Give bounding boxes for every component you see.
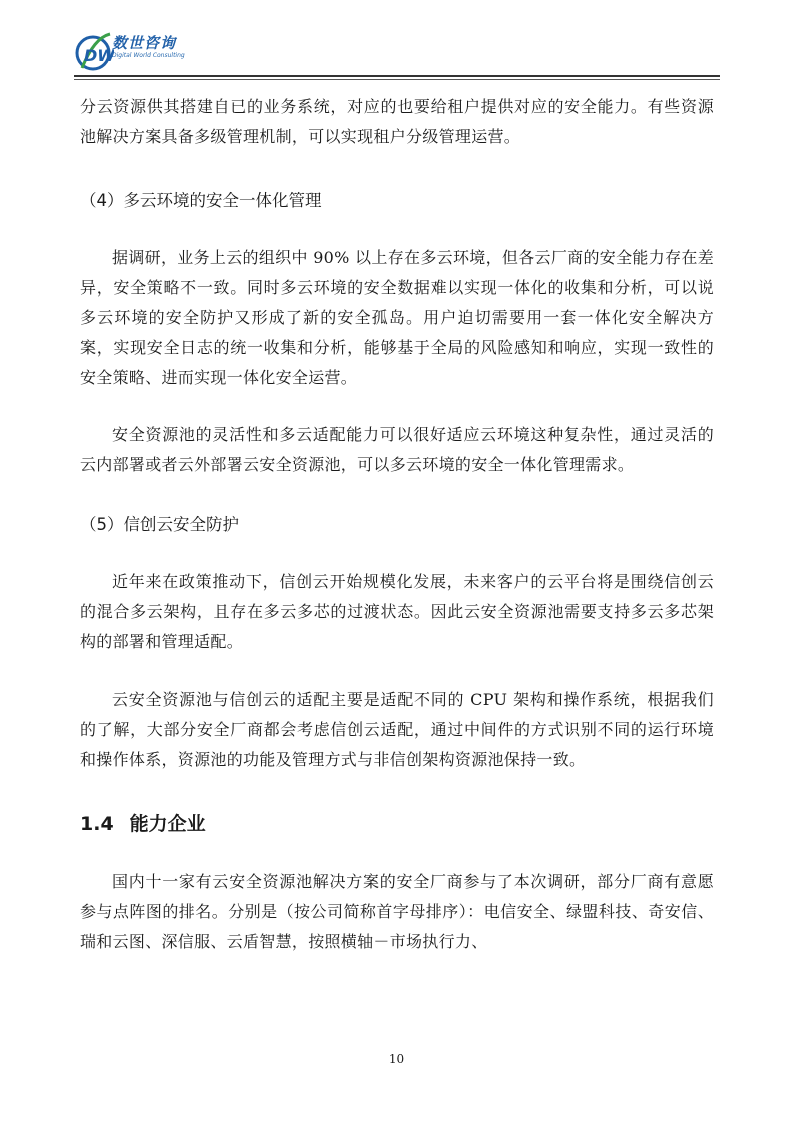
dw-logo-icon [74,28,114,74]
logo-chinese-name: 数世咨询 [112,34,177,52]
page-header [74,28,720,78]
section-heading-5: （5）信创云安全防护 [80,515,239,534]
logo-mark-text: DW [84,46,114,65]
paragraph-4: 近年来在政策推动下，信创云开始规模化发展，未来客户的云平台将是围绕信创云的混合多云架构，且存在多云多芯的过渡状态。因此云安全资源池需要支持多云多芯架构的部署和管理适配。 [80,572,714,651]
header-divider-thick [74,75,720,77]
section-heading-1-4 [80,809,714,839]
page-number: 10 [388,1052,405,1066]
paragraph-3: 安全资源池的灵活性和多云适配能力可以很好适应云环境这种复杂性，通过灵活的云内部署或者云外部署云安全资源池，可以多云环境的安全一体化管理需求。 [80,425,714,474]
section-heading-4: （4）多云环境的安全一体化管理 [80,191,322,210]
section-number: 1.4 [80,813,114,835]
paragraph-6: 国内十一家有云安全资源池解决方案的安全厂商参与了本次调研，部分厂商有意愿参与点阵图的排名。分别是（按公司简称首字母排序）：电信安全、绿盟科技、奇安信、瑞和云图、深信服、云盾智慧，按照横轴－市场执行力、 [80,872,714,951]
header-divider-thin [74,79,720,80]
section-title: 能力企业 [129,813,206,835]
page-body [80,92,714,957]
paragraph-1: 分云资源供其搭建自已的业务系统，对应的也要给租户提供对应的安全能力。有些资源池解决方案具备多级管理机制，可以实现租户分级管理运营。 [80,97,714,146]
paragraph-2: 据调研，业务上云的组织中 90% 以上存在多云环境，但各云厂商的安全能力存在差异，安全策略不一致。同时多云环境的安全数据难以实现一体化的收集和分析，可以说多云环境的安全防护又形成了新的安全孤岛。用户迫切需要用一套一体化安全解决方案，实现安全日志的统一收集和分析，能够基于全局的风险感知和响应，实现一致性的安全策略、进而实现一体化安全运营。 [80,248,714,387]
paragraph-5: 云安全资源池与信创云的适配主要是适配不同的 CPU 架构和操作系统，根据我们的了解，大部分安全厂商都会考虑信创云适配，通过中间件的方式识别不同的运行环境和操作体系，资源池的功能及管理方式与非信创架构资源池保持一致。 [80,690,714,769]
logo-english-name: Digital World Consulting [112,52,185,59]
company-logo [74,28,214,74]
